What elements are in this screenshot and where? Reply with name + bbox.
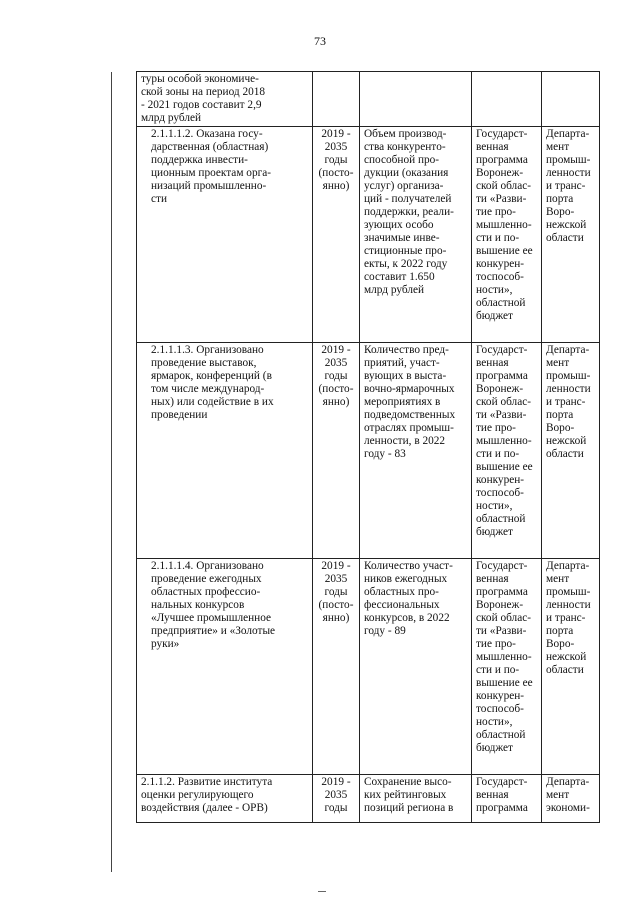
source-cell <box>472 72 542 127</box>
measure-cell: 2.1.1.2. Развитие института оценки регулирующего воздействия (далее - ОРВ) <box>137 775 313 823</box>
table-row <box>137 559 600 775</box>
indicator-cell: Количество участ- ников ежегодных областных про- фессиональных конкурсов, в 2022 году - 89 <box>360 559 472 775</box>
scan-mark <box>318 891 326 892</box>
executor-cell <box>542 72 600 127</box>
indicator-cell: Количество пред- приятий, участ- вующих в выста- вочно-ярмарочных мероприятиях в подведомственных отраслях промыш- ленности, в 2022 году - 83 <box>360 343 472 559</box>
measure-cell: 2.1.1.1.4. Организовано проведение ежегодных областных профессио- нальных конкурсов «Лучшее промышленное предприятие» и «Золотые руки» <box>137 559 313 775</box>
executor-cell: Департа- мент промыш- ленности и транс- порта Воро- нежской области <box>542 127 600 343</box>
table-row <box>137 127 600 343</box>
program-measures-table <box>136 71 600 823</box>
executor-cell: Департа- мент экономи- <box>542 775 600 823</box>
indicator-cell <box>360 72 472 127</box>
table-row <box>137 72 600 127</box>
measure-cell: 2.1.1.1.2. Оказана госу- дарственная (областная) поддержка инвести- ционным проектам орга- низаций промышленно- сти <box>137 127 313 343</box>
indicator-cell: Сохранение высо- ких рейтинговых позиций региона в <box>360 775 472 823</box>
period-cell: 2019 - 2035 годы (посто- янно) <box>313 343 360 559</box>
measure-cell: 2.1.1.1.3. Организовано проведение выставок, ярмарок, конференций (в том числе международ- ных) или содействие в их проведении <box>137 343 313 559</box>
indicator-cell: Объем производ- ства конкурентo- способной про- дукции (оказания услуг) организа- ций - получателей поддержки, реали- зующих особо значимые инве- стиционные про- екты, к 2022 году составит 1.650 млрд рублей <box>360 127 472 343</box>
executor-cell: Департа- мент промыш- ленности и транс- порта Воро- нежской области <box>542 559 600 775</box>
table-row <box>137 775 600 823</box>
executor-cell: Департа- мент промыш- ленности и транс- порта Воро- нежской области <box>542 343 600 559</box>
margin-line <box>111 72 112 872</box>
source-cell: Государст- венная программа <box>472 775 542 823</box>
period-cell: 2019 - 2035 годы <box>313 775 360 823</box>
page-number: 73 <box>314 34 326 48</box>
source-cell: Государст- венная программа Воронеж- ской облас- ти «Разви- тие про- мышленно- сти и по- вышение ее конкурен- тоспособ- ности», областной бюджет <box>472 559 542 775</box>
source-cell: Государст- венная программа Воронеж- ской облас- ти «Разви- тие про- мышленно- сти и по- вышение ее конкурен- тоспособ- ности», областной бюджет <box>472 343 542 559</box>
source-cell: Государст- венная программа Воронеж- ской облас- ти «Разви- тие про- мышленно- сти и по- вышение ее конкурен- тоспособ- ности», областной бюджет <box>472 127 542 343</box>
period-cell: 2019 - 2035 годы (посто- янно) <box>313 127 360 343</box>
period-cell: 2019 - 2035 годы (посто- янно) <box>313 559 360 775</box>
measure-cell: туры особой экономиче- ской зоны на период 2018 - 2021 годов составит 2,9 млрд рублей <box>137 72 313 127</box>
table-row <box>137 343 600 559</box>
period-cell <box>313 72 360 127</box>
